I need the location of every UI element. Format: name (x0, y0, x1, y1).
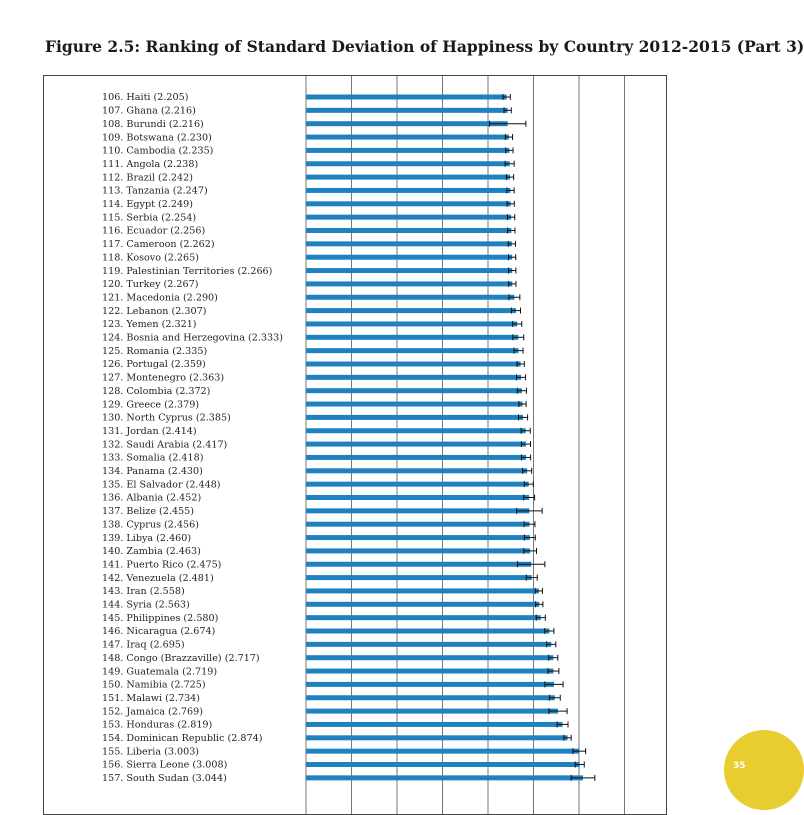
bar (306, 148, 509, 153)
category-label: 106. Haiti (2.205) (102, 92, 189, 104)
category-label: 116. Ecuador (2.256) (102, 225, 206, 237)
bar (306, 215, 511, 220)
category-label: 145. Philippines (2.580) (102, 612, 219, 624)
bar (306, 121, 508, 126)
category-label: 117. Cameroon (2.262) (102, 239, 215, 251)
bar (306, 362, 521, 367)
bar (306, 468, 527, 473)
bar (306, 228, 511, 233)
bar (306, 295, 514, 300)
category-label: 131. Jordan (2.414) (102, 425, 197, 437)
category-label: 121. Macedonia (2.290) (102, 292, 218, 304)
bar (306, 535, 530, 540)
category-label: 119. Palestinian Territories (2.266) (102, 265, 273, 277)
category-label: 142. Venezuela (2.481) (102, 572, 214, 584)
category-label: 128. Colombia (2.372) (102, 385, 211, 397)
bar (306, 749, 579, 754)
category-label: 113. Tanzania (2.247) (102, 185, 208, 197)
category-label: 150. Namibia (2.725) (102, 679, 206, 691)
category-label: 140. Zambia (2.463) (102, 546, 201, 558)
bar (306, 762, 580, 767)
bar (306, 335, 518, 340)
bar (306, 255, 512, 260)
bar (306, 508, 529, 513)
bar (306, 495, 529, 500)
bar (306, 428, 526, 433)
category-label: 133. Somalia (2.418) (102, 452, 204, 464)
bar (306, 268, 512, 273)
bar (306, 615, 541, 620)
page-number-badge (724, 730, 804, 810)
category-label: 126. Portugal (2.359) (102, 359, 206, 371)
bar (306, 482, 529, 487)
bar (306, 388, 522, 393)
bar (306, 775, 583, 780)
bar (306, 602, 539, 607)
bar (306, 281, 512, 286)
category-label: 135. El Salvador (2.448) (102, 479, 221, 491)
bar (306, 108, 508, 113)
category-label: 129. Greece (2.379) (102, 399, 200, 411)
bar (306, 241, 512, 246)
bar (306, 415, 523, 420)
category-label: 109. Botswana (2.230) (102, 132, 212, 144)
bar-chart (44, 76, 666, 814)
label-layer (102, 92, 283, 784)
category-label: 152. Jamaica (2.769) (102, 706, 203, 718)
category-label: 146. Nicaragua (2.674) (102, 626, 216, 638)
category-label: 148. Congo (Brazzaville) (2.717) (102, 652, 260, 664)
bar (306, 722, 563, 727)
category-label: 114. Egypt (2.249) (102, 199, 193, 210)
bar (306, 375, 521, 380)
bar (306, 562, 531, 567)
category-label: 156. Sierra Leone (3.008) (102, 759, 228, 771)
category-label: 137. Belize (2.455) (102, 506, 195, 518)
category-label: 151. Malawi (2.734) (102, 692, 201, 704)
category-label: 115. Serbia (2.254) (102, 212, 197, 224)
category-label: 155. Liberia (3.003) (102, 746, 200, 758)
bar (306, 348, 518, 353)
bar (306, 522, 529, 527)
category-label: 132. Saudi Arabia (2.417) (102, 439, 228, 451)
category-label: 134. Panama (2.430) (102, 466, 203, 477)
bar (306, 135, 509, 140)
bar (306, 455, 526, 460)
bar (306, 735, 568, 740)
bar (306, 669, 553, 674)
category-label: 149. Guatemala (2.719) (102, 666, 218, 678)
bar (306, 308, 516, 313)
category-label: 107. Ghana (2.216) (102, 105, 196, 117)
category-label: 130. North Cyprus (2.385) (102, 412, 231, 424)
figure-title: Figure 2.5: Ranking of Standard Deviation of Happiness by Country 2012-2015 (Part 3) (45, 37, 804, 56)
bar (306, 402, 522, 407)
category-label: 127. Montenegro (2.363) (102, 372, 225, 384)
chart-frame (43, 75, 667, 815)
bar (306, 629, 549, 634)
category-label: 108. Burundi (2.216) (102, 118, 204, 130)
bar (306, 655, 553, 660)
bar-layer (306, 94, 595, 781)
category-label: 112. Brazil (2.242) (102, 172, 193, 184)
bar (306, 442, 526, 447)
bar (306, 188, 510, 193)
category-label: 157. South Sudan (3.044) (102, 773, 227, 785)
category-label: 147. Iraq (2.695) (102, 639, 185, 651)
bar (306, 321, 517, 326)
category-label: 118. Kosovo (2.265) (102, 252, 199, 264)
category-label: 124. Bosnia and Herzegovina (2.333) (102, 332, 283, 344)
category-label: 154. Dominican Republic (2.874) (102, 733, 263, 744)
bar (306, 682, 554, 687)
category-label: 139. Libya (2.460) (102, 532, 192, 544)
bar (306, 642, 551, 647)
bar (306, 548, 530, 553)
bar (306, 709, 558, 714)
category-label: 110. Cambodia (2.235) (102, 145, 214, 157)
bar (306, 201, 511, 206)
category-label: 153. Honduras (2.819) (102, 719, 213, 731)
category-label: 138. Cyprus (2.456) (102, 519, 200, 531)
bar (306, 161, 510, 166)
bar (306, 695, 555, 700)
category-label: 120. Turkey (2.267) (102, 279, 199, 291)
category-label: 143. Iran (2.558) (102, 586, 185, 598)
category-label: 122. Lebanon (2.307) (102, 305, 207, 317)
page-number: 35 (733, 761, 746, 771)
category-label: 111. Angola (2.238) (102, 158, 199, 170)
bar (306, 175, 510, 180)
category-label: 144. Syria (2.563) (102, 599, 190, 611)
bar (306, 95, 507, 100)
bar (306, 588, 539, 593)
bar (306, 575, 532, 580)
category-label: 136. Albania (2.452) (102, 492, 202, 504)
category-label: 123. Yemen (2.321) (102, 319, 197, 331)
category-label: 141. Puerto Rico (2.475) (102, 559, 222, 571)
category-label: 125. Romania (2.335) (102, 345, 208, 357)
